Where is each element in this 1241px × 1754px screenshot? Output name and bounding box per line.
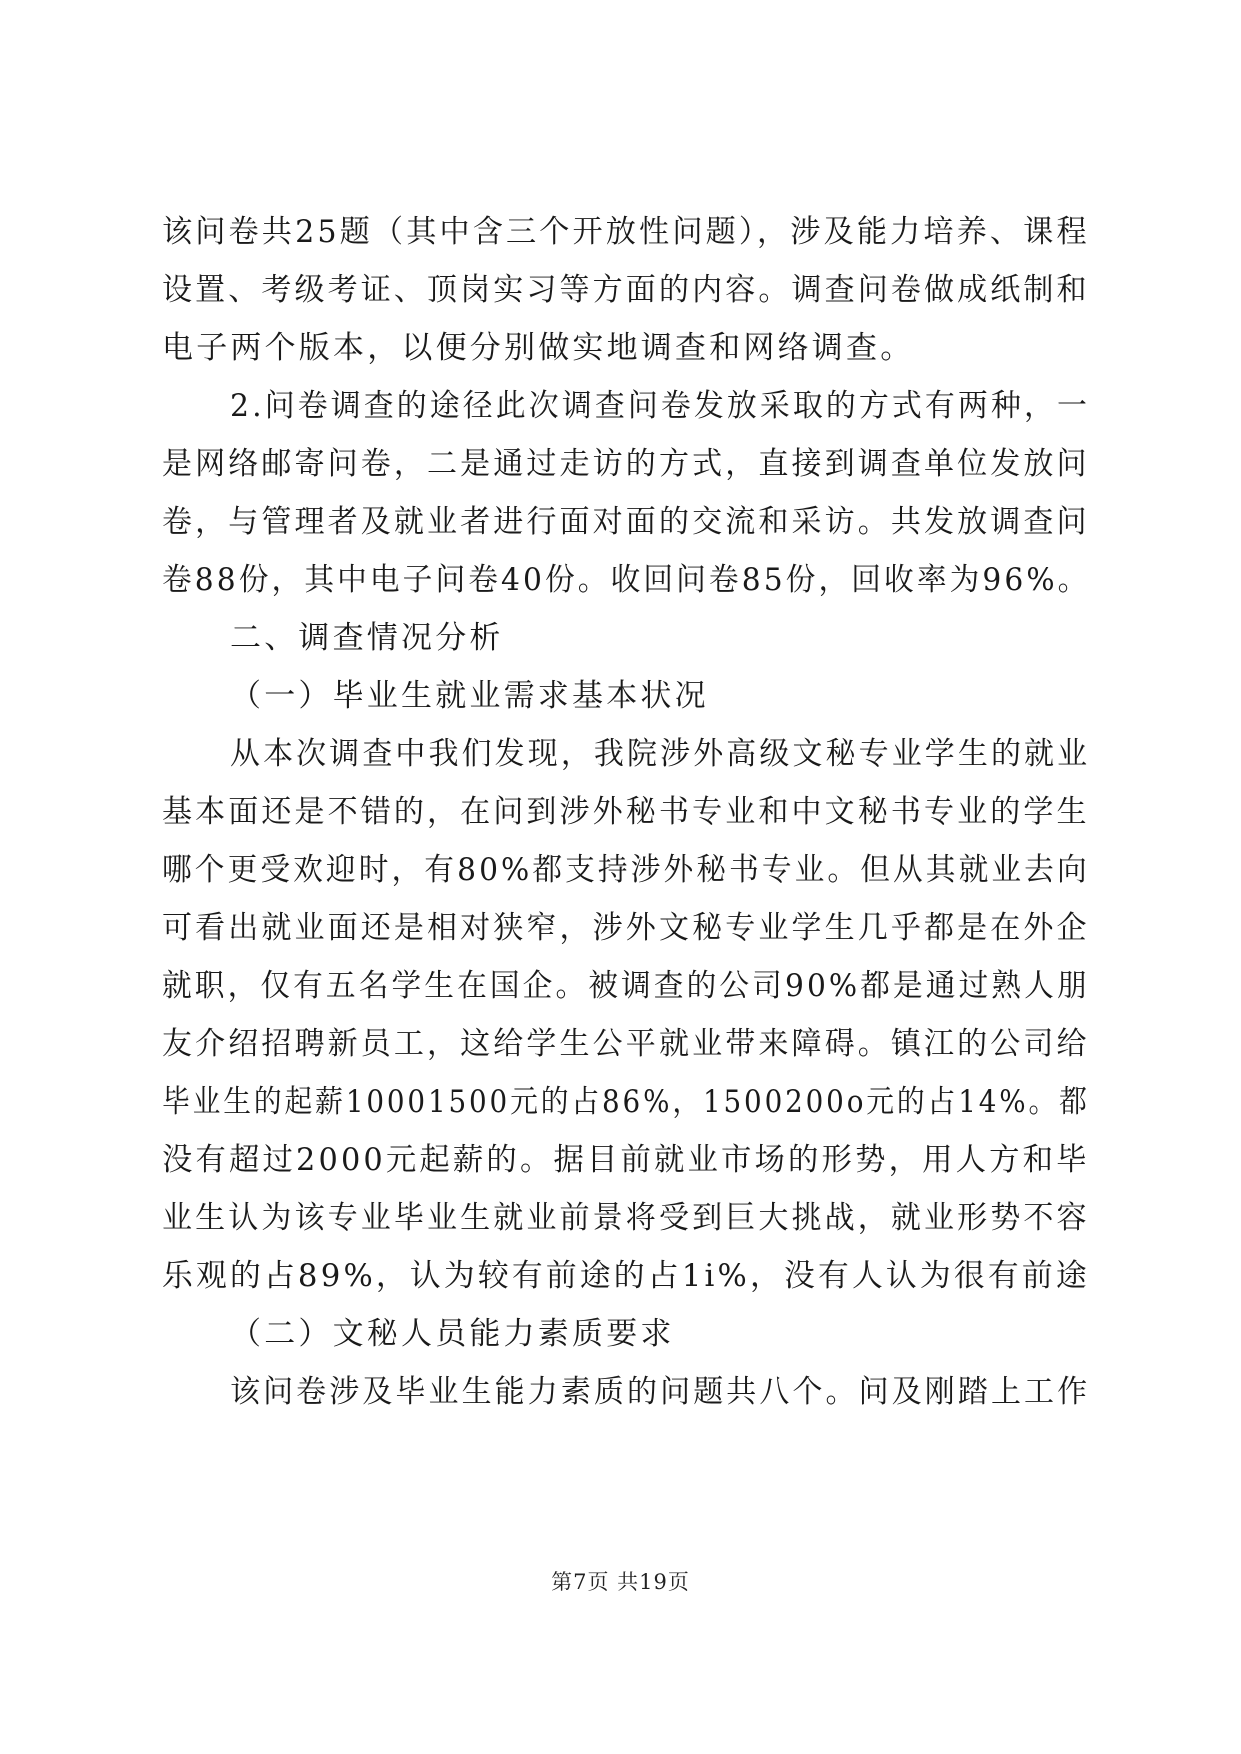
text-line: 从本次调查中我们发现，我院涉外高级文秘专业学生的就业	[230, 736, 1091, 772]
text-line: 该问卷共25题（其中含三个开放性问题），涉及能力培养、课程	[162, 214, 1090, 250]
page-number-footer: 第7页 共19页	[551, 1570, 690, 1594]
section-heading: 二、调查情况分析	[230, 620, 504, 656]
subsection-heading: （一）毕业生就业需求基本状况	[230, 678, 709, 714]
text-line: 就职，仅有五名学生在国企。被调查的公司90%都是通过熟人朋	[162, 968, 1090, 1004]
text-line: 卷88份，其中电子问卷40份。收回问卷85份，回收率为96%。	[162, 562, 1091, 598]
text-line: 哪个更受欢迎时，有80%都支持涉外秘书专业。但从其就业去向	[162, 852, 1090, 888]
text-line: 该问卷涉及毕业生能力素质的问题共八个。问及刚踏上工作	[230, 1374, 1091, 1410]
text-line: 基本面还是不错的，在问到涉外秘书专业和中文秘书专业的学生	[162, 794, 1090, 830]
text-line: 卷，与管理者及就业者进行面对面的交流和采访。共发放调查问	[162, 504, 1090, 540]
text-line: 设置、考级考证、顶岗实习等方面的内容。调查问卷做成纸制和	[162, 272, 1090, 308]
text-line: 没有超过2000元起薪的。据目前就业市场的形势，用人方和毕	[162, 1142, 1090, 1178]
text-line: 友介绍招聘新员工，这给学生公平就业带来障碍。镇江的公司给	[162, 1026, 1090, 1062]
text-line: 乐观的占89%，认为较有前途的占1i%，没有人认为很有前途	[162, 1258, 1090, 1294]
text-line: 毕业生的起薪10001500元的占86%，1500200o元的占14%。都	[162, 1084, 1090, 1120]
text-line: 2.问卷调查的途径此次调查问卷发放采取的方式有两种，一	[230, 388, 1090, 424]
text-line: 电子两个版本，以便分别做实地调查和网络调查。	[162, 330, 915, 366]
text-line: 业生认为该专业毕业生就业前景将受到巨大挑战，就业形势不容	[162, 1200, 1090, 1236]
text-line: 可看出就业面还是相对狭窄，涉外文秘专业学生几乎都是在外企	[162, 910, 1090, 946]
subsection-heading: （二）文秘人员能力素质要求	[230, 1316, 675, 1352]
text-line: 是网络邮寄问卷，二是通过走访的方式，直接到调查单位发放问	[162, 446, 1090, 482]
